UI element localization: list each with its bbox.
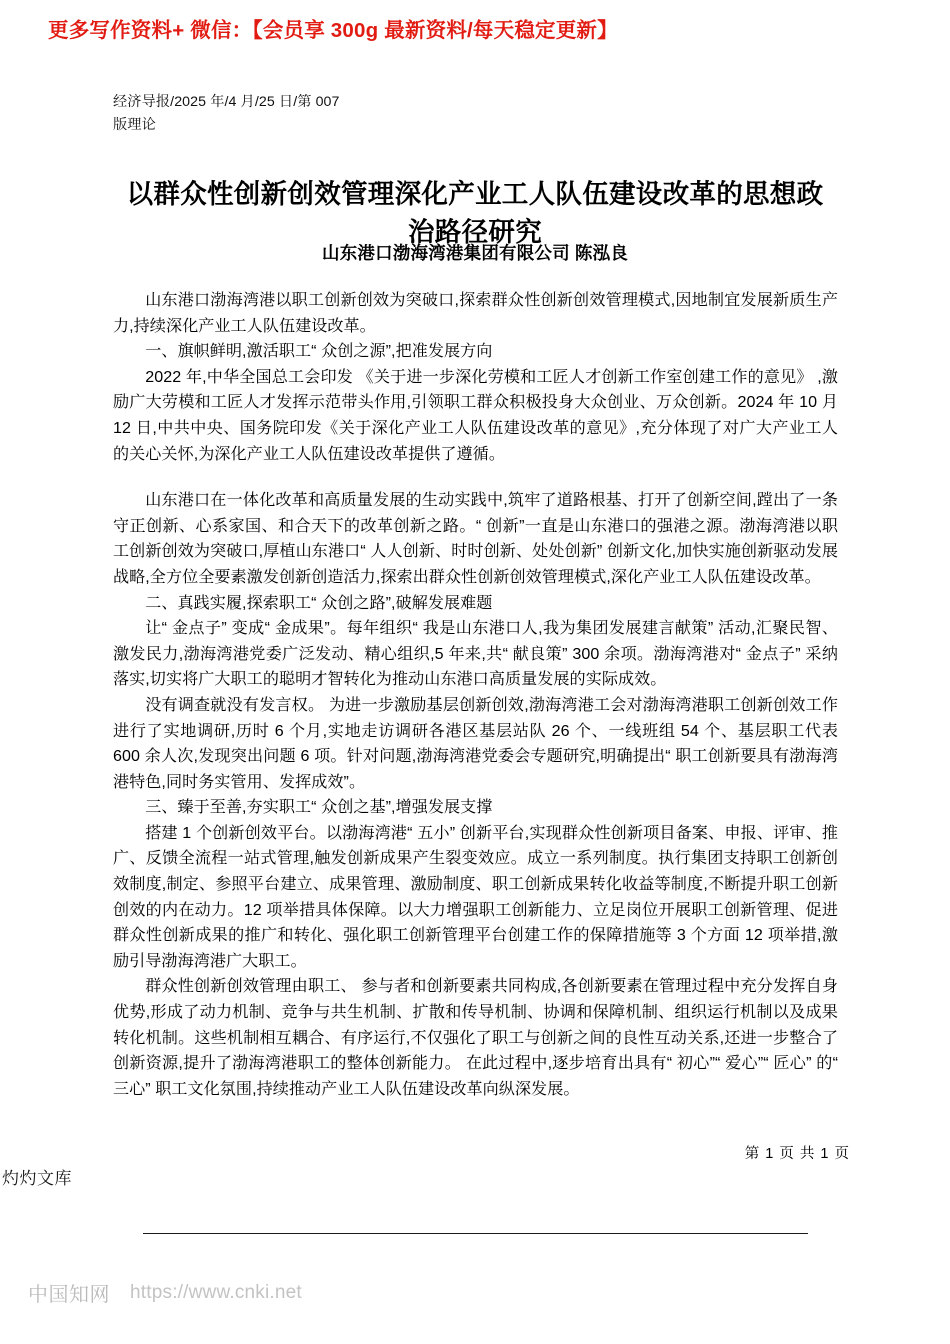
source-line-2: 版理论 [113, 117, 156, 133]
section-heading-2: 二、真践实履,探索职工“ 众创之路”,破解发展难题 [145, 593, 493, 612]
paragraph: 群众性创新创效管理由职工、 参与者和创新要素共同构成,各创新要素在管理过程中充分发挥自身优势,形成了动力机制、竞争与共生机制、扩散和传导机制、协调和保障机制、组织运行机制以及成果转化机制。这些机制相互耦合、有序运行,不仅强化了职工与创新之间的良性互动关系,还进一步整合了创新资源,提升了渤海湾港职工的整体创新能力。 在此过程中,逐步培育出具有“ 初心”“ 爱心”“ 匠心” 的“ 三心” 职工文化氛围,持续推动产业工人队伍建设改革向纵深发展。 [113, 977, 838, 1098]
cnki-footer [28, 1278, 302, 1307]
page-number-marker: 第 1 页 共 1 页 [744, 1146, 850, 1162]
paragraph: 没有调查就没有发言权。 为进一步激励基层创新创效,渤海湾港工会对渤海湾港职工创新创效工作进行了实地调研,历时 6 个月,实地走访调研各港区基层站队 26 个、一线班组 54 个、基层职工代表 600 余人次,发现突出问题 6 项。针对问题,渤海湾港党委会专题研究,明确提出“ 职工创新要具有渤海湾港特色,同时务实管用、发挥成效”。 [113, 695, 838, 791]
source-citation [113, 91, 533, 137]
source-line-1: 经济导报/2025 年/4 月/25 日/第 007 [113, 94, 340, 110]
section-heading-1: 一、旗帜鲜明,激活职工“ 众创之源”,把准发展方向 [145, 342, 493, 361]
paragraph: 2022 年,中华全国总工会印发 《关于进一步深化劳模和工匠人才创新工作室创建工作的意见》 ,激励广大劳模和工匠人才发挥示范带头作用,引领职工群众积极投身大众创业、万众创新。2024 年 10 月 12 日,中共中央、国务院印发《关于深化产业工人队伍建设改革的意见》,充分体现了对广大产业工人的关心关怀,为深化产业工人队伍建设改革提供了遵循。 [113, 367, 838, 463]
section-heading-3: 三、臻于至善,夯实职工“ 众创之基”,增强发展支撑 [145, 798, 493, 817]
library-watermark: 灼灼文库 [2, 1169, 72, 1188]
paragraph: 山东港口渤海湾港以职工创新创效为突破口,探索群众性创新创效管理模式,因地制宜发展新质生产力,持续深化产业工人队伍建设改革。 [113, 291, 838, 335]
paragraph: 搭建 1 个创新创效平台。以渤海湾港“ 五小” 创新平台,实现群众性创新项目备案、申报、评审、推广、反馈全流程一站式管理,触发创新成果产生裂变效应。成立一系列制度。执行集团支持职工创新创效制度,制定、参照平台建立、成果管理、激励制度、职工创新成果转化收益等制度,不断提升职工创新创效的内在动力。12 项举措具体保障。以大力增强职工创新能力、立足岗位开展职工创新管理、促进群众性创新成果的推广和转化、强化职工创新管理平台创建工作的保障措施等 3 个方面 12 项举措,激励引导渤海湾港广大职工。 [113, 823, 838, 970]
page-title: 以群众性创新创效管理深化产业工人队伍建设改革的思想政治路径研究 [126, 178, 824, 247]
cnki-brand-label: 中国知网 [28, 1284, 110, 1306]
cnki-url-label[interactable]: https://www.cnki.net [130, 1281, 302, 1303]
author-affiliation: 山东港口渤海湾港集团有限公司 陈泓良 [322, 243, 628, 263]
paragraph: 山东港口在一体化改革和高质量发展的生动实践中,筑牢了道路根基、打开了创新空间,蹚出了一条守正创新、心系家国、和合天下的改革创新之路。“ 创新”一直是山东港口的强港之源。渤海湾港以职工创新创效为突破口,厚植山东港口“ 人人创新、时时创新、处处创新” 创新文化,加快实施创新驱动发展战略,全方位全要素激发创新创造活力,探索出群众性创新创效管理模式,深化产业工人队伍建设改革。 [113, 491, 838, 586]
promo-banner-text: 更多写作资料+ 微信：【会员享 300g 最新资料/每天稳定更新】 [48, 19, 618, 42]
paragraph: 让“ 金点子” 变成“ 金成果”。每年组织“ 我是山东港口人,我为集团发展建言献策” 活动,汇聚民智、激发民力,渤海湾港党委广泛发动、精心组织,5 年来,共“ 献良策” 300 余项。渤海湾港对“ 金点子” 采纳落实,切实将广大职工的聪明才智转化为推动山东港口高质量发展的实际成效。 [113, 619, 838, 689]
article-body [113, 288, 838, 1102]
footer-divider [143, 1233, 808, 1234]
